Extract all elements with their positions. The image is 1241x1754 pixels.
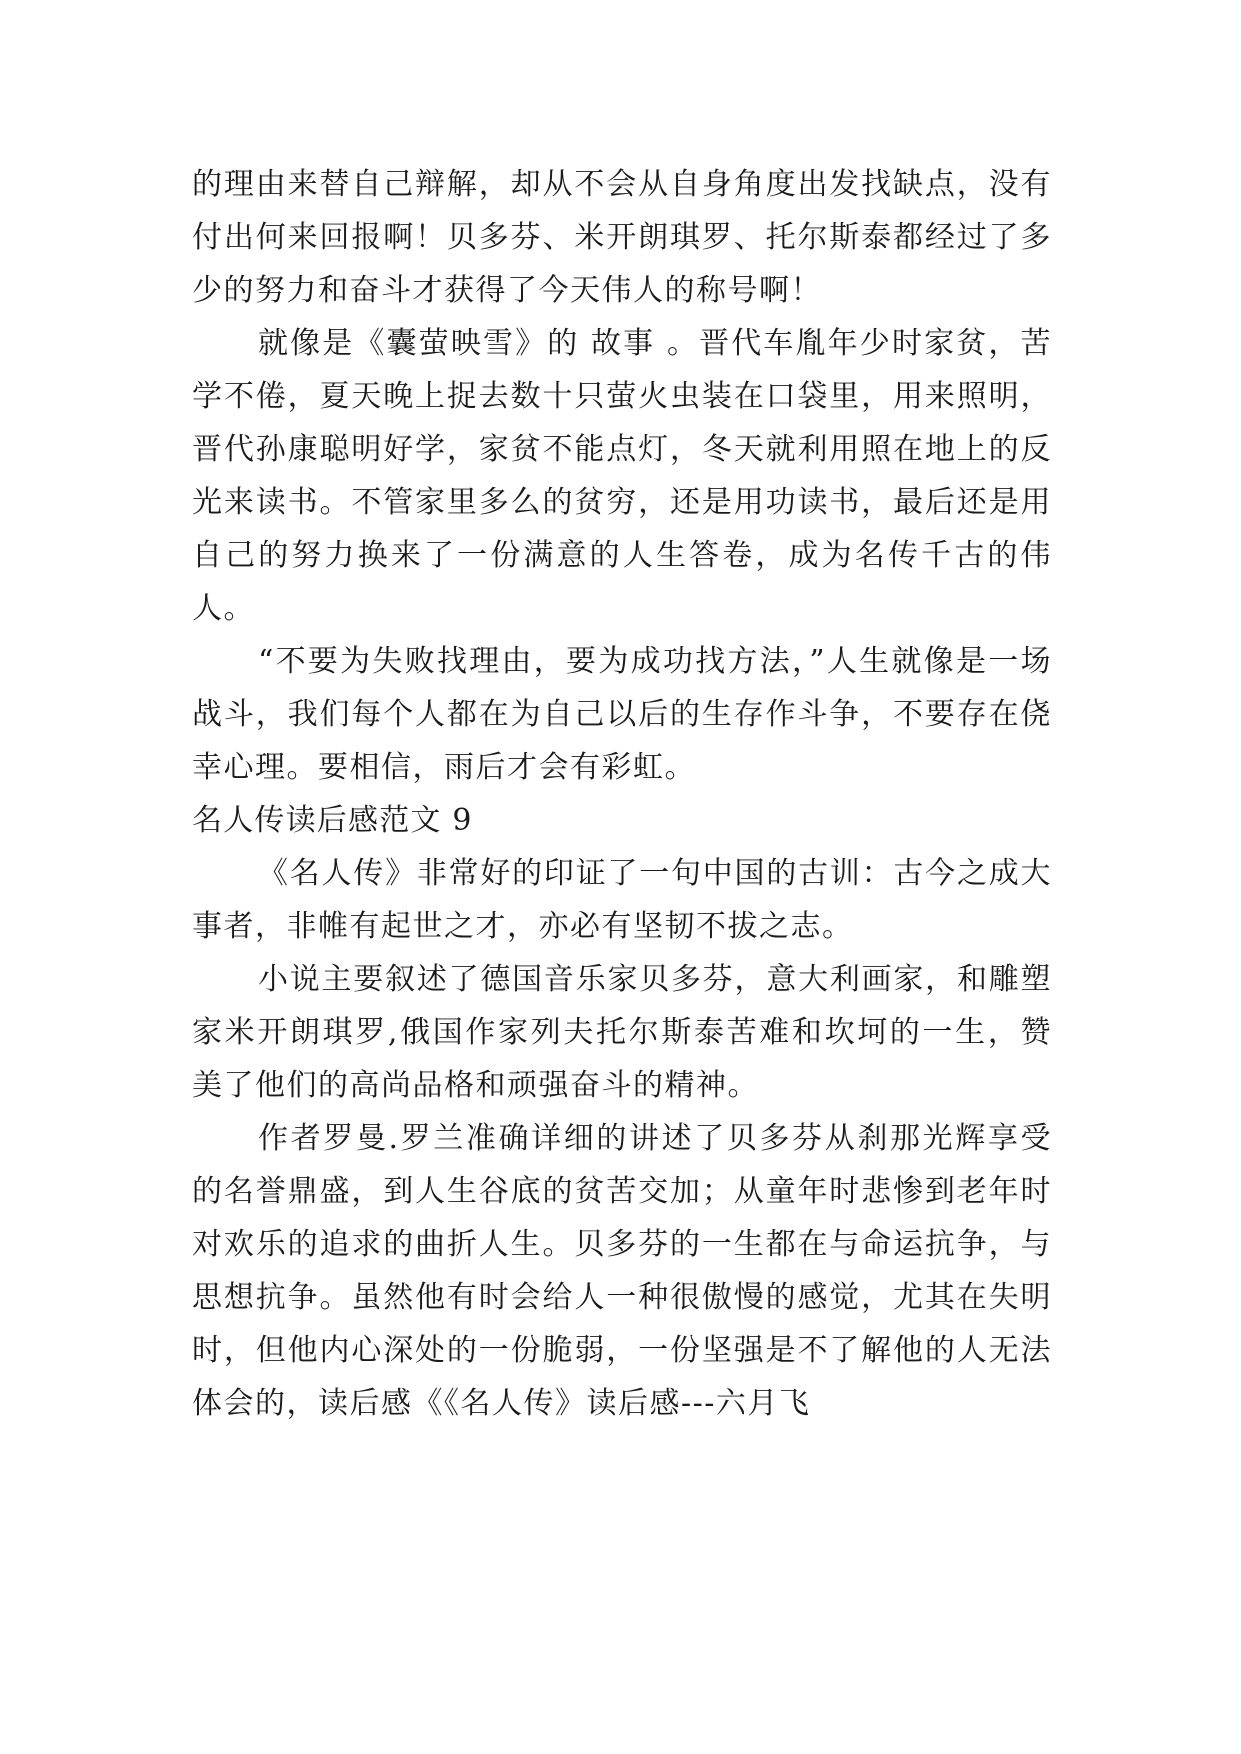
section-heading-sample-9: 名人传读后感范文 9 [192,803,473,838]
paragraph-beethoven-life: 作者罗曼.罗兰准确详细的讲述了贝多芬从刹那光辉享受的名誉鼎盛，到人生谷底的贫苦交加；从童年时悲惨到老年时对欢乐的追求的曲折人生。贝多芬的一生都在与命运抗争，与思想抗争。虽然他有时会给人一种很傲慢的感觉，尤其在失明时，但他内心深处的一份脆弱，一份坚强是不了解他的人无法体会的，读后感《《名人传》读后感---六月飞 [192,1121,1052,1421]
paragraph-firefly-snow-story: 就像是《囊萤映雪》的 故事 。晋代车胤年少时家贫，苦学不倦，夏天晚上捉去数十只萤火虫装在口袋里，用来照明，晋代孙康聪明好学，家贫不能点灯，冬天就利用照在地上的反光来读书。不管家里多么的贫穷，还是用功读书，最后还是用自己的努力换来了一份满意的人生答卷，成为名传千古的伟人。 [192,326,1052,626]
paragraph-success-methods-quote: “不要为失败找理由，要为成功找方法，”人生就像是一场战斗，我们每个人都在为自己以后的生存作斗争，不要存在侥幸心理。要相信，雨后才会有彩虹。 [192,644,1052,785]
paragraph-ancient-proverb: 《名人传》非常好的印证了一句中国的古训：古今之成大事者，非帷有起世之才，亦必有坚韧不拔之志。 [192,856,1052,944]
paragraph-reasons-excuses: 的理由来替自己辩解，却从不会从自身角度出发找缺点，没有付出何来回报啊！贝多芬、米开朗琪罗、托尔斯泰都经过了多少的努力和奋斗才获得了今天伟人的称号啊！ [192,167,1052,308]
paragraph-novel-summary: 小说主要叙述了德国音乐家贝多芬，意大利画家，和雕塑家米开朗琪罗,俄国作家列夫托尔斯泰苦难和坎坷的一生，赞美了他们的高尚品格和顽强奋斗的精神。 [192,962,1052,1103]
document-page [192,158,1052,1430]
